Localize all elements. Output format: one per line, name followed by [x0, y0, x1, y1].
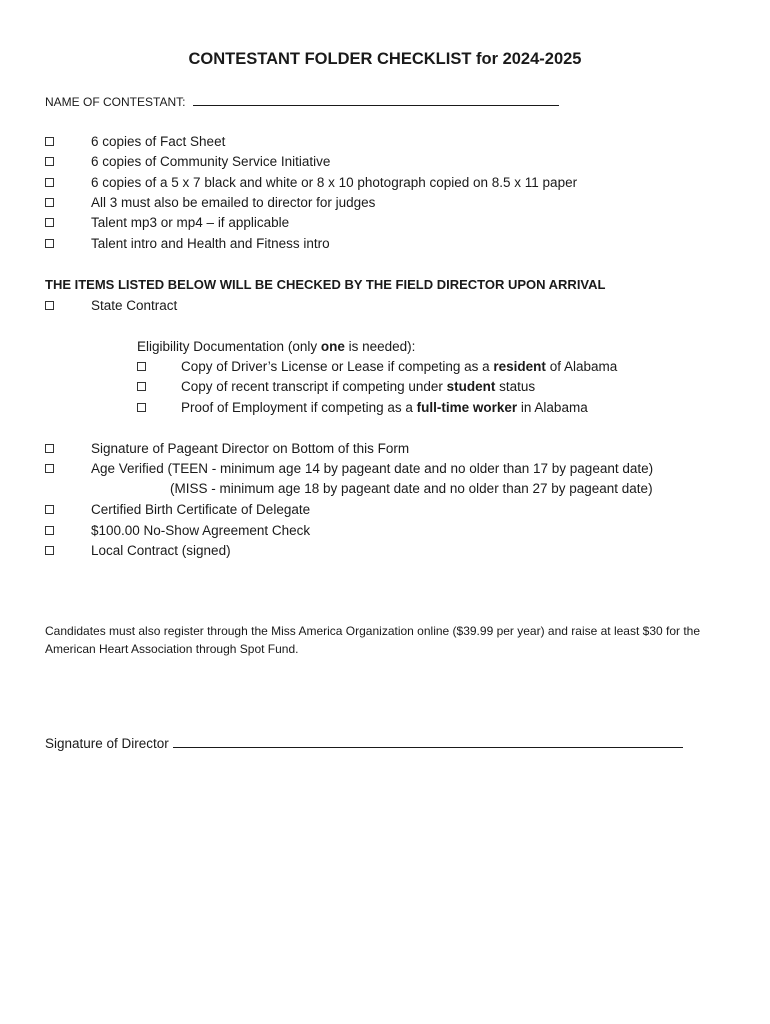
checkbox-icon[interactable] — [137, 382, 146, 391]
option-text: Copy of Driver’s License or Lease if competing as a — [181, 359, 494, 374]
checklist-item-label: 6 copies of Community Service Initiative — [91, 154, 331, 169]
age-verified-miss: (MISS - minimum age 18 by pageant date and no older than 27 by pageant date) — [170, 481, 653, 496]
checklist-item-label: Talent intro and Health and Fitness intro — [91, 236, 330, 251]
contestant-name-label: NAME OF CONTESTANT: — [45, 95, 186, 109]
no-show-check-item: $100.00 No-Show Agreement Check — [91, 523, 311, 538]
checkbox[interactable] — [45, 461, 54, 477]
checkbox[interactable] — [137, 400, 146, 416]
eligibility-bold: one — [320, 339, 345, 354]
checkbox[interactable] — [45, 502, 54, 518]
eligibility-suffix: is needed): — [344, 339, 416, 354]
eligibility-option — [181, 400, 588, 416]
option-text: of Alabama — [545, 359, 618, 374]
checkbox[interactable] — [137, 379, 146, 395]
page-title: CONTESTANT FOLDER CHECKLIST for 2024-2025 — [188, 50, 582, 68]
checkbox[interactable] — [45, 154, 54, 170]
option-bold: resident — [493, 359, 546, 374]
checkbox[interactable] — [45, 134, 54, 150]
state-contract-label: State Contract — [91, 298, 178, 313]
option-text: in Alabama — [517, 400, 588, 415]
checkbox[interactable] — [45, 215, 54, 231]
checkbox[interactable] — [45, 441, 54, 457]
arrival-section-heading: THE ITEMS LISTED BELOW WILL BE CHECKED BY THE FIELD DIRECTOR UPON ARRIVAL — [45, 277, 606, 292]
contestant-name-field[interactable] — [193, 93, 559, 106]
contestant-name-row — [45, 93, 559, 109]
director-signature-row — [45, 734, 683, 751]
option-bold: full-time worker — [416, 400, 518, 415]
option-text: Proof of Employment if competing as a — [181, 400, 417, 415]
checkbox-icon[interactable] — [45, 239, 54, 248]
checkbox[interactable] — [45, 523, 54, 539]
registration-note: Candidates must also register through the Miss America Organization online ($39.99 per year) and raise at least $30 for the American Heart Association through Spot Fund. — [45, 624, 701, 656]
checkbox[interactable] — [45, 175, 54, 191]
checkbox-icon[interactable] — [137, 403, 146, 412]
checkbox-icon[interactable] — [45, 505, 54, 514]
checkbox-icon[interactable] — [45, 137, 54, 146]
checkbox[interactable] — [45, 195, 54, 211]
eligibility-prefix: Eligibility Documentation (only — [137, 339, 321, 354]
birth-certificate-item: Certified Birth Certificate of Delegate — [91, 502, 311, 517]
checkbox-icon[interactable] — [45, 444, 54, 453]
checkbox-icon[interactable] — [45, 198, 54, 207]
eligibility-heading — [137, 339, 415, 355]
checkbox[interactable] — [45, 236, 54, 252]
checkbox-icon[interactable] — [45, 178, 54, 187]
checkbox[interactable] — [45, 298, 54, 314]
director-signature-label: Signature of Director — [45, 736, 169, 751]
checklist-item-label: All 3 must also be emailed to director for judges — [91, 195, 376, 210]
option-text: status — [495, 379, 536, 394]
director-signature-item: Signature of Pageant Director on Bottom of this Form — [91, 441, 410, 456]
eligibility-option — [181, 359, 617, 375]
checkbox[interactable] — [45, 543, 54, 559]
option-text: Copy of recent transcript if competing under — [181, 379, 447, 394]
checkbox-icon[interactable] — [45, 157, 54, 166]
checklist-item-label: 6 copies of Fact Sheet — [91, 134, 226, 149]
age-verified-teen: Age Verified (TEEN - minimum age 14 by pageant date and no older than 17 by pageant date) — [91, 461, 654, 476]
checkbox[interactable] — [137, 359, 146, 375]
option-bold: student — [446, 379, 496, 394]
eligibility-option — [181, 379, 535, 395]
checkbox-icon[interactable] — [45, 301, 54, 310]
director-signature-field[interactable] — [173, 734, 683, 748]
checkbox-icon[interactable] — [45, 526, 54, 535]
checkbox-icon[interactable] — [45, 218, 54, 227]
checkbox-icon[interactable] — [45, 464, 54, 473]
checklist-item-label: Talent mp3 or mp4 – if applicable — [91, 215, 290, 230]
local-contract-item: Local Contract (signed) — [91, 543, 231, 558]
checkbox-icon[interactable] — [137, 362, 146, 371]
checklist-item-label: 6 copies of a 5 x 7 black and white or 8 x 10 photograph copied on 8.5 x 11 paper — [91, 175, 578, 190]
checkbox-icon[interactable] — [45, 546, 54, 555]
